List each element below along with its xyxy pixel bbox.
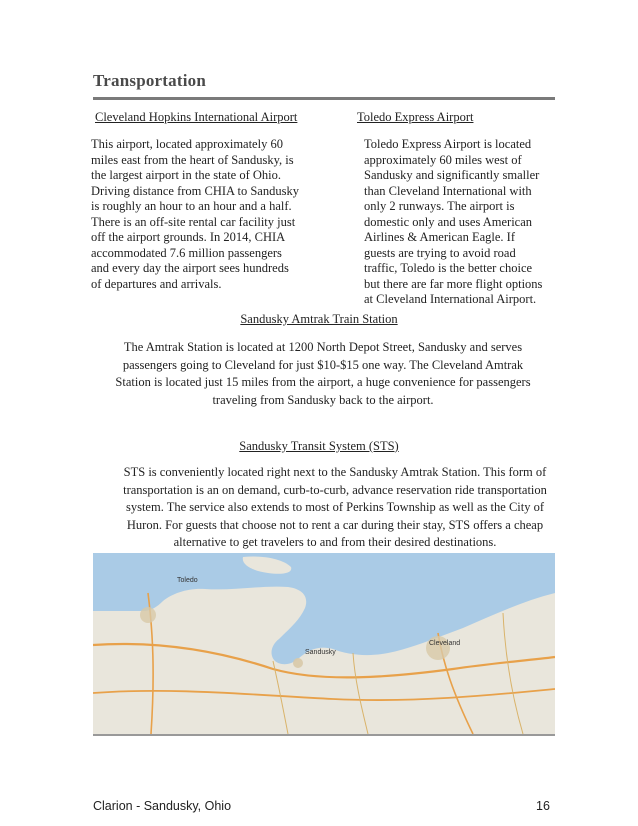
text-line: This airport, located approximately 60	[91, 137, 283, 151]
text-line: traffic, Toledo is the better choice	[364, 261, 533, 275]
text-line: Station is located just 15 miles from the airport, a huge convenience for passengers	[115, 375, 531, 389]
left-column-body	[91, 137, 331, 292]
right-column-body	[364, 137, 564, 308]
map-label-cleveland: Cleveland	[429, 640, 461, 647]
text-line: at Cleveland International Airport.	[364, 292, 537, 306]
text-line: is roughly an hour to an hour and a half.	[91, 199, 292, 213]
text-line: approximately 60 miles west of	[364, 152, 522, 167]
right-column-heading: Toledo Express Airport	[357, 110, 474, 124]
amtrak-body	[95, 339, 551, 409]
text-line: miles east from the heart of Sandusky, is	[91, 152, 294, 167]
map-graphic	[93, 553, 555, 734]
map-label-sandusky: Sandusky	[305, 649, 336, 656]
map-city-area	[293, 658, 303, 668]
footer-left: Clarion - Sandusky, Ohio	[93, 799, 232, 813]
text-line: Driving distance from CHIA to Sandusky	[91, 183, 299, 198]
map-label-toledo: Toledo	[177, 577, 198, 584]
left-column-heading: Cleveland Hopkins International Airport	[95, 110, 298, 124]
page-number: 16	[536, 799, 550, 813]
region-map	[93, 553, 555, 736]
title-divider	[93, 97, 555, 100]
amtrak-heading: Sandusky Amtrak Train Station	[240, 312, 398, 326]
section-title: Transportation	[93, 71, 206, 90]
text-line: the largest airport in the state of Ohio.	[91, 168, 281, 182]
sts-body	[112, 464, 558, 552]
text-line: Toledo Express Airport is located	[364, 137, 532, 151]
text-line: guests are trying to avoid road	[364, 245, 516, 260]
text-line: Airlines & American Eagle. If	[364, 230, 515, 244]
text-line: only 2 runways. The airport is	[364, 199, 515, 213]
text-line: traveling from Sandusky back to the airport.	[212, 392, 434, 407]
text-line: system. The service also extends to most of Perkins Township as well as the City of	[125, 500, 545, 514]
sts-heading: Sandusky Transit System (STS)	[239, 439, 399, 453]
text-line: STS is conveniently located right next to the Sandusky Amtrak Station. This form of	[123, 465, 547, 479]
text-line: passengers going to Cleveland for just $10-$15 one way. The Cleveland Amtrak	[122, 357, 524, 372]
text-line: alternative to get travelers to and from their desired destinations.	[173, 535, 497, 549]
text-line: of departures and arrivals.	[91, 276, 222, 291]
map-city-area	[140, 607, 156, 623]
text-line: and every day the airport sees hundreds	[91, 261, 289, 275]
text-line: domestic only and uses American	[364, 214, 533, 229]
text-line: Sandusky and significantly smaller	[364, 168, 540, 182]
text-line: accommodated 7.6 million passengers	[91, 245, 282, 260]
text-line: There is an off-site rental car facility just	[91, 214, 296, 229]
text-line: transportation is an on demand, curb-to-curb, advance reservation ride transportation	[123, 482, 547, 497]
text-line: The Amtrak Station is located at 1200 North Depot Street, Sandusky and serves	[123, 340, 523, 354]
text-line: off the airport grounds. In 2014, CHIA	[91, 230, 286, 244]
text-line: Huron. For guests that choose not to rent a car during their stay, STS offers a cheap	[126, 517, 544, 532]
text-line: but there are far more flight options	[364, 276, 543, 291]
text-line: than Cleveland International with	[364, 183, 532, 198]
